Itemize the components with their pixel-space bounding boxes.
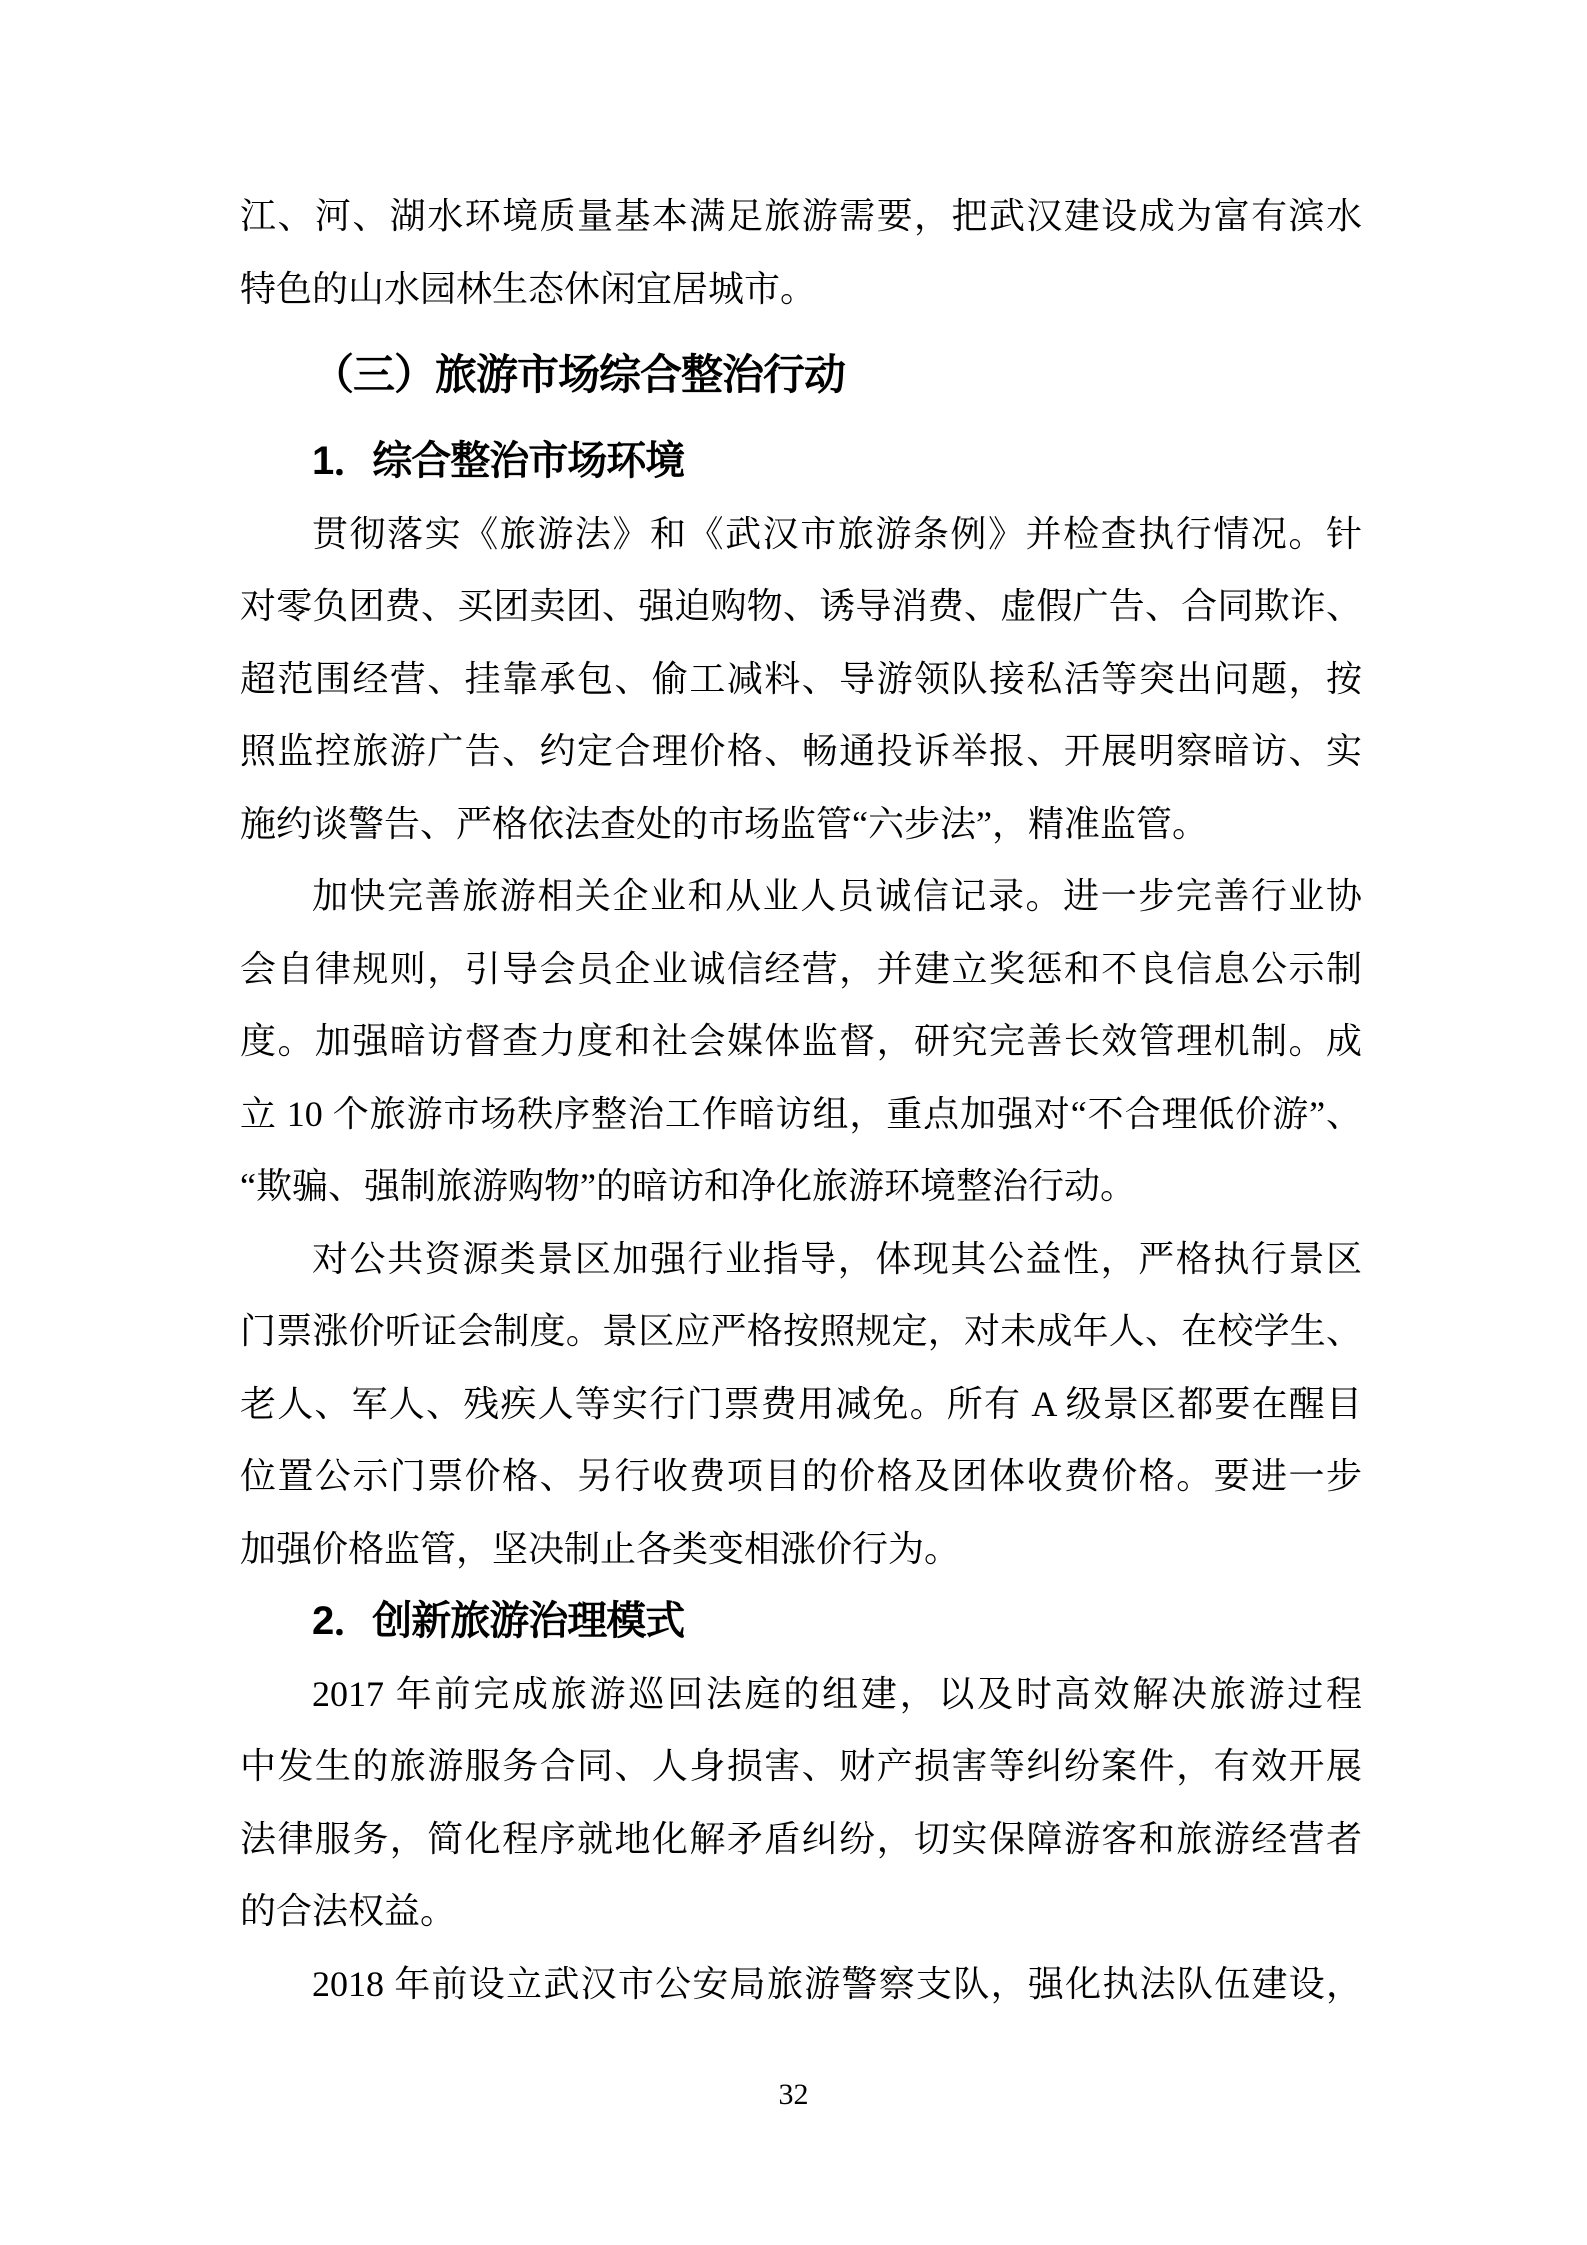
text-line: 施约谈警告、严格依法查处的市场监管“六步法”，精准监管。 [240,803,1208,844]
text-line: 会自律规则，引导会员企业诚信经营，并建立奖惩和不良信息公示制 [240,948,1362,989]
text-line: 的合法权益。 [240,1891,457,1931]
page-body [240,180,1362,2020]
text-line: 2017 年前完成旅游巡回法庭的组建，以及时高效解决旅游过程 [312,1673,1362,1714]
text-line: 加强价格监管，坚决制止各类变相涨价行为。 [240,1528,961,1569]
text-line: 门票涨价听证会制度。景区应严格按照规定，对未成年人、在校学生、 [240,1311,1362,1351]
text-line: 中发生的旅游服务合同、人身损害、财产损害等纠纷案件，有效开展 [240,1746,1362,1786]
text-line: 加快完善旅游相关企业和从业人员诚信记录。进一步完善行业协 [312,876,1362,916]
text-line: 度。加强暗访督查力度和社会媒体监督，研究完善长效管理机制。成 [240,1021,1362,1061]
text-line: 江、河、湖水环境质量基本满足旅游需要，把武汉建设成为富有滨水 [240,196,1362,236]
section-heading: （三）旅游市场综合整治行动 [312,351,846,398]
text-line: 超范围经营、挂靠承包、偷工减料、导游领队接私活等突出问题，按 [240,658,1362,699]
text-line: “欺骗、强制旅游购物”的暗访和净化旅游环境整治行动。 [240,1166,1136,1206]
page-number: 32 [778,2078,809,2111]
text-line: 2018 年前设立武汉市公安局旅游警察支队，强化执法队伍建设， [312,1963,1362,2004]
text-line: 照监控旅游广告、约定合理价格、畅通投诉举报、开展明察暗访、实 [240,731,1362,771]
text-line: 立 10 个旅游市场秩序整治工作暗访组，重点加强对“不合理低价游”、 [240,1093,1362,1134]
text-line: 位置公示门票价格、另行收费项目的价格及团体收费价格。要进一步 [240,1456,1362,1496]
sub-heading: 1．综合整治市场环境 [312,439,685,483]
text-line: 对公共资源类景区加强行业指导，体现其公益性，严格执行景区 [312,1238,1362,1279]
text-line: 特色的山水园林生态休闲宜居城市。 [240,268,817,309]
sub-heading: 2．创新旅游治理模式 [312,1599,685,1643]
text-line: 贯彻落实《旅游法》和《武汉市旅游条例》并检查执行情况。针 [312,513,1362,554]
text-line: 对零负团费、买团卖团、强迫购物、诱导消费、虚假广告、合同欺诈、 [240,586,1362,626]
text-line: 老人、军人、残疾人等实行门票费用减免。所有 A 级景区都要在醒目 [240,1383,1362,1424]
text-line: 法律服务，简化程序就地化解矛盾纠纷，切实保障游客和旅游经营者 [240,1818,1362,1859]
